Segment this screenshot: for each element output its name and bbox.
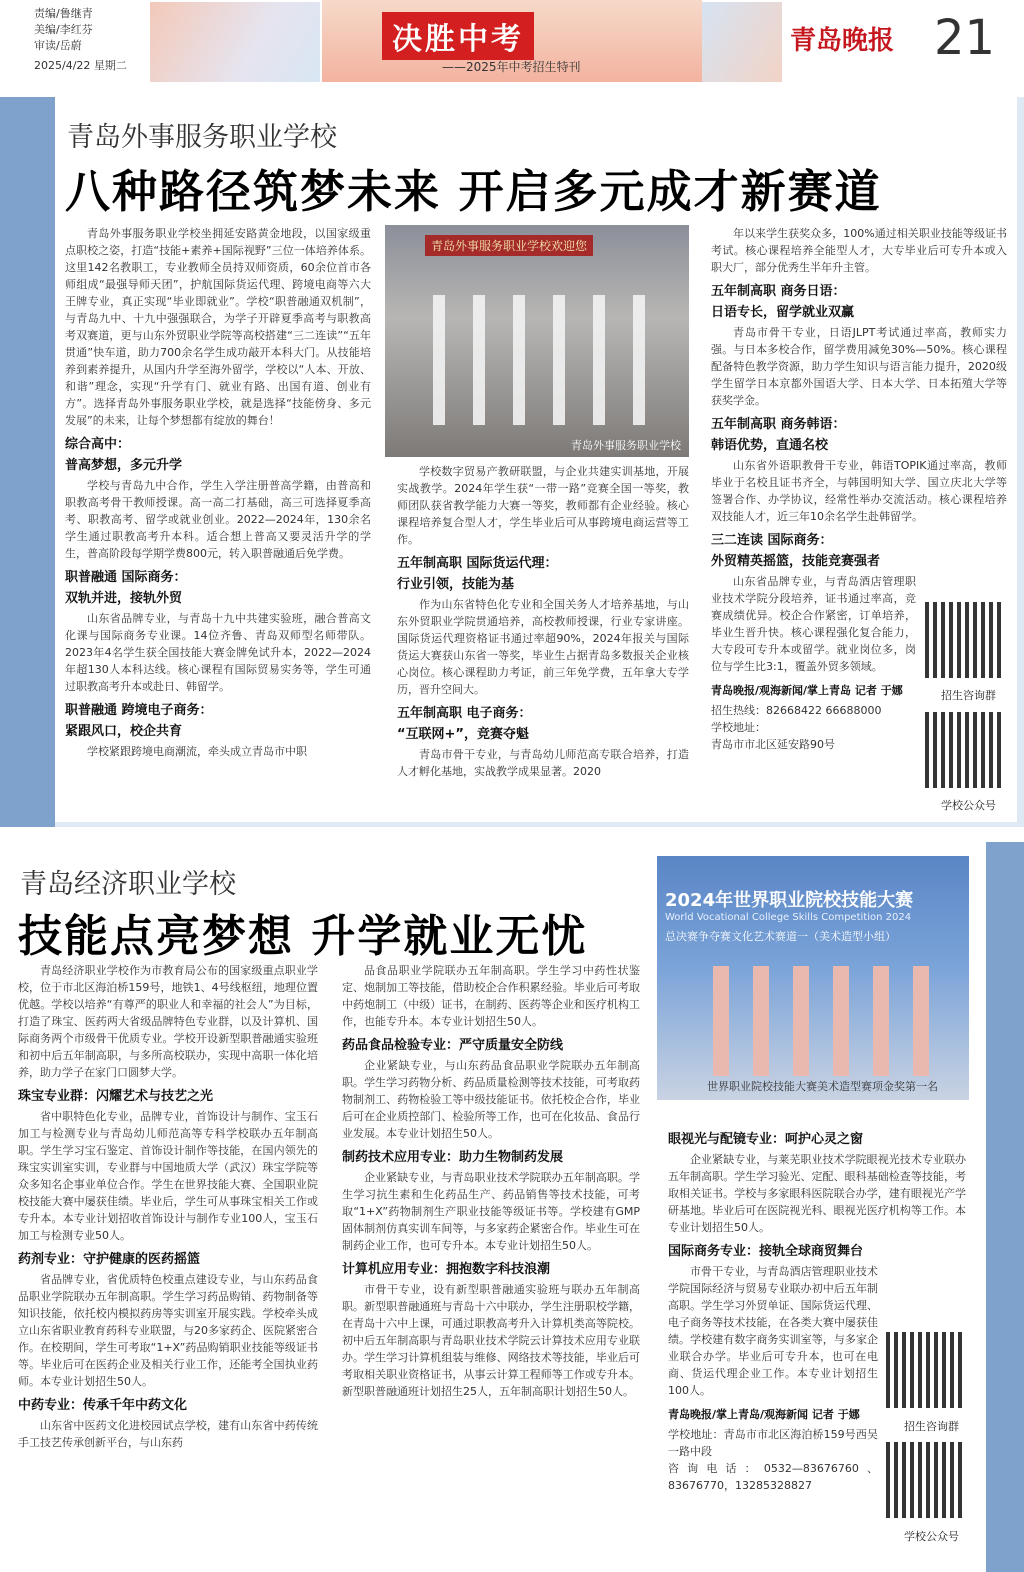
photo-caption: 世界职业院校技能大赛美术造型赛项金奖第一名 — [707, 1080, 938, 1093]
students-group — [415, 295, 655, 425]
subsection-text: 企业紧缺专业，与青岛职业技术学院联办五年制高职。学生学习抗生素和生化药品生产、药品销售等技术技能，可考取“1+X”药物制剂生产职业技能等级证书等。学校建有GMP固体制剂仿真实训车间等，与多家药企紧密合作。毕业生可在制药企业工作，也可专升本。本专业计划招生50人。 — [342, 1171, 640, 1252]
headline: 八种路径筑梦未来 开启多元成才新赛道 — [65, 165, 882, 218]
subsection-dianshang — [397, 704, 689, 780]
school-name: 青岛经济职业学校 — [20, 869, 236, 900]
subsection-title: 珠宝专业群：闪耀艺术与技艺之光 — [18, 1089, 214, 1104]
issue-date: 2025/4/22 星期二 — [34, 59, 127, 72]
subsection-guoji — [65, 568, 371, 695]
subsection-huoyun — [397, 554, 689, 698]
subsection-subtitle: 日语专长，留学就业双赢 — [711, 305, 855, 320]
subsection-title: 五年制高职 国际货运代理： — [397, 556, 558, 571]
column-mid — [397, 463, 689, 783]
continued-text: 年以来学生获奖众多，100%通过相关职业技能等级证书考试。核心课程培养全能型人才，大专毕业后可专升本或入职大厂，部分优秀生半年升主管。 — [711, 227, 1007, 274]
banner-title: 决胜中考 — [382, 12, 534, 60]
masthead-credits — [34, 6, 127, 74]
subsection-text: 省品牌专业，省优质特色校重点建设专业，与山东药品食品职业学院联办五年制高职。学生学习药品购销、药物制备等知识技能，依托校内模拟药房等实训室开展实践。学校牵头成立山东省职业教育药科专业联盟，与20多家药企、医院紧密合作。在校期间，学生可考取“1+X”药品购销职业技能等级证书等。毕业后可在医药企业及相关行业工作，还能考全国执业药师。本专业计划招生50人。 — [18, 1273, 318, 1388]
column-right — [668, 1124, 966, 1494]
special-banner — [322, 0, 702, 82]
subsection-title: 五年制高职 商务韩语： — [711, 417, 846, 432]
qr-code-admissions[interactable] — [925, 602, 1001, 678]
photo-subtitle: 总决赛争夺赛文化艺术赛道一（美术造型小组） — [665, 930, 896, 943]
contact-phone: 咨询电话：0532—83676760、83676770，13285328827 — [668, 1462, 878, 1492]
subsection-subtitle: “互联网+”，竞赛夺魁 — [397, 727, 529, 742]
page-number: 21 — [934, 10, 996, 66]
subsection-guojishangwu — [668, 1242, 878, 1494]
subsection-title: 三二连读 国际商务： — [711, 533, 833, 548]
subsection-text: 山东省外语职教骨干专业，韩语TOPIK通过率高，教师毕业于名校且证书齐全，与韩国明知大学、国立庆北大学等签署合作、办学协议，经常性举办交流活动。核心课程培养双技能人才，近三年10余名学生赴韩留学。 — [711, 459, 1007, 523]
subsection-text: 学校与青岛九中合作，学生入学注册普高学籍，由普高和职教高考骨干教师授课。高一高二打基础，高三可选择夏季高考、职教高考、留学或就业创业。2022—2024年，130余名学生通过职教高考升本科。适合想上普高又要灵活升学的学生，普高阶段每学期学费800元，转入职普融通后免学费。 — [65, 479, 371, 560]
column-mid — [342, 962, 640, 1403]
credit-designer: 美编/李红芬 — [34, 23, 93, 36]
subsection-text: 市骨干专业，设有新型职普融通实验班与联办五年制高职。新型职普融通班与青岛十六中联办，学生注册职校学籍，在青岛十六中上课，可通过职教高考升入计算机类高等院校。初中后五年制高职与青岛职业技术学院云计算技术应用专业联办。学生学习计算机组装与维修、网络技术等技能，毕业后可考取相关职业资格证书，从事云计算工程师等工作或专升本。新型职普融通班计划招生25人，五年制高职计划招生50人。 — [342, 1283, 640, 1398]
subsection-title: 五年制高职 商务日语： — [711, 284, 846, 299]
qr-label-admissions: 招生咨询群 — [941, 689, 996, 702]
subsection-zhongyao — [18, 1396, 318, 1451]
award-group — [697, 966, 937, 1076]
subsection-text: 山东省中医药文化进校园试点学校，建有山东省中药传统手工技艺传承创新平台，与山东药 — [18, 1419, 318, 1449]
contact-hotline: 招生热线：82668422 66688000 — [711, 704, 882, 717]
photo-title: 2024年世界职业院校技能大赛 — [665, 890, 914, 911]
subsection-jianyan — [342, 1036, 640, 1142]
competition-photo — [657, 856, 969, 1100]
section-sidebar — [986, 842, 1024, 1572]
subsection-text: 青岛市骨干专业，日语JLPT考试通过率高，教师实力强。与日本多校合作，留学费用减免30%—50%。核心课程配备特色教学资源，助力学生知识与语言能力提升，2020级学生留学日本京都外国语大学、日本大学、日本拓殖大学等获奖学金。 — [711, 326, 1007, 407]
subsection-zonghe — [65, 435, 371, 562]
subsection-yanshiguang — [668, 1130, 966, 1236]
qr-label-official: 学校公众号 — [904, 1530, 959, 1543]
photo-caption: 青岛外事服务职业学校 — [571, 439, 681, 452]
subsection-subtitle: 外贸精英摇篮，技能竞赛强者 — [711, 554, 881, 569]
subsection-text: 企业紧缺专业，与山东药品食品职业学院联办五年制高职。学生学习药物分析、药品质量检测等技术技能，可考取药物制剂工、药物检验工等中级技能证书。依托校企合作，毕业后可在企业质控部门、检验所等工作，也可在化妆品、食品行业发展。本专业计划招生50人。 — [342, 1059, 640, 1140]
subsection-text: 省中职特色化专业，品牌专业，首饰设计与制作、宝玉石加工与检测专业与青岛幼儿师范高等专科学校联办五年制高职。学生学习宝石鉴定、首饰设计制作等技能，在国内领先的珠宝实训室实训，专业群与中国地质大学（武汉）珠宝学院等众多知名企事业单位合作。学生在世界技能大赛、全国职业院校技能大赛中屡获佳绩。毕业后，学生可从事珠宝相关工作或专升本。本专业计划招收首饰设计与制作专业100人，宝玉石加工与检测专业50人。 — [18, 1110, 318, 1242]
subsection-yaoji — [18, 1250, 318, 1390]
subsection-text: 山东省品牌专业，与青岛酒店管理职业技术学院分段培养，证书通过率高，竞赛成绩优异。校企合作紧密，订单培养，毕业生晋升快。核心课程强化复合能力，大专段可专升本或留学。就业岗位多，岗位与学生比3:1，覆盖外贸多领域。 — [711, 575, 916, 673]
intro-paragraph: 青岛经济职业学校作为市教育局公布的国家级重点职业学校，位于市北区海泊桥159号，地铁1、4号线枢纽，地理位置优越。学校以培养“有尊严的职业人和幸福的社会人”为目标，打造了珠宝、医药两大省级品牌特色专业群，以及计算机、国际商务两个市级骨干优质专业。学校开设新型职普融通实验班和初中后五年制高职，与多所高校联办，实现中高职一体化培养，助力学子在家门口圆梦大学。 — [18, 964, 318, 1079]
subsection-title: 五年制高职 电子商务： — [397, 706, 532, 721]
headline: 技能点亮梦想 升学就业无忧 — [18, 911, 588, 962]
byline: 青岛晚报/观海新闻/掌上青岛 记者 于娜 — [711, 684, 903, 697]
subsection-sanerliandu — [711, 531, 916, 753]
qr-code-official[interactable] — [886, 1442, 962, 1518]
qr-code-official[interactable] — [925, 712, 1001, 788]
header-illustration-left — [150, 2, 320, 82]
column-left — [18, 962, 318, 1454]
byline: 青岛晚报/掌上青岛/观海新闻 记者 于娜 — [668, 1408, 860, 1421]
subsection-subtitle: 紧跟风口，校企共育 — [65, 724, 183, 739]
subsection-subtitle: 行业引领，技能为基 — [397, 577, 515, 592]
intro-paragraph: 青岛外事服务职业学校坐拥延安路黄金地段，以国家级重点职校之姿，打造“技能+素养+国际视野”三位一体培养体系。这里142名教职工，专业教师全员持双师资质，60余位首市各师组成“最强导师天团”，护航国际货运代理、跨境电商等六大王牌专业，真正实现“毕业即就业”。学校“职普融通双机制”，与青岛九中、十九中强强联合，为学子开辟夏季高考与职教高考双赛道，更与山东外贸职业学院等高校搭建“三二连读”“五年贯通”快车道，助力700余名学生成功敲开本科大门。从技能培养到素养提升，从国内升学至海外留学，学校以“人本、开放、和谐”理念，实现“升学有门、就业有路、出国有道、创业有方”。选择青岛外事服务职业学校，就是选择“技能傍身、多元发展”的未来，让每个梦想都有绽放的舞台！ — [65, 227, 371, 427]
credit-editor: 责编/鲁继青 — [34, 7, 93, 20]
continued-text: 品食品职业学院联办五年制高职。学生学习中药性状鉴定、炮制加工等技能，借助校企合作积累经验。毕业后可考取中药炮制工（中级）证书，在制药、医药等企业和医疗机构工作，也能专升本。本专业计划招生50人。 — [342, 964, 640, 1028]
subsection-text: 企业紧缺专业，与莱芜职业技术学院眼视光技术专业联办五年制高职。学生学习验光、定配、眼科基础检查等技能，考取相关证书。学校与多家眼科医院联合办学，建有眼视光产学研基地。毕业后可在医院视光科、眼视光医疗机构等工作。本专业计划招生50人。 — [668, 1153, 966, 1234]
contact-address: 青岛市市北区延安路90号 — [711, 738, 835, 751]
subsection-title: 药品食品检验专业：严守质量安全防线 — [342, 1038, 564, 1053]
school-photo — [385, 225, 689, 457]
photo-banner-text: 青岛外事服务职业学校欢迎您 — [425, 235, 593, 256]
subsection-kuajing — [65, 701, 371, 760]
subsection-hanyu — [711, 415, 1007, 525]
header-illustration-right — [702, 2, 782, 82]
subsection-title: 中药专业：传承千年中药文化 — [18, 1398, 188, 1413]
subsection-zhiyao — [342, 1148, 640, 1254]
section-sidebar — [0, 97, 55, 827]
subsection-jisuanji — [342, 1260, 640, 1400]
subsection-title: 制药技术应用专业：助力生物制药发展 — [342, 1150, 564, 1165]
subsection-text: 作为山东省特色化专业和全国关务人才培养基地，与山东外贸职业学院贯通培养，高校教师授课，行业专家讲座。国际货运代理资格证书通过率超90%，2024年报关与国际货运大赛获山东省一等奖，毕业生占据青岛多数报关企业核心岗位。核心课程助力考证，前三年免学费，五年拿大专学历，晋升空间大。 — [397, 598, 689, 696]
qr-label-official: 学校公众号 — [941, 799, 996, 812]
subsection-title: 药剂专业：守护健康的医药摇篮 — [18, 1252, 201, 1267]
subsection-title: 国际商务专业：接轨全球商贸舞台 — [668, 1244, 864, 1259]
article-waishi — [0, 97, 1024, 827]
subsection-title: 职普融通 跨境电子商务： — [65, 703, 213, 718]
subsection-title: 职普融通 国际商务： — [65, 570, 187, 585]
subsection-title: 眼视光与配镜专业：呵护心灵之窗 — [668, 1132, 864, 1147]
subsection-zhubao — [18, 1087, 318, 1244]
article-card — [55, 97, 1017, 822]
subsection-title: 综合高中： — [65, 437, 131, 452]
column-left — [65, 225, 371, 763]
subsection-text: 学校紧跟跨境电商潮流，牵头成立青岛市中职 — [87, 745, 307, 758]
school-name: 青岛外事服务职业学校 — [67, 122, 337, 153]
contact-address: 学校地址：青岛市市北区海泊桥159号西吴一路中段 — [668, 1428, 878, 1458]
subsection-text: 青岛市骨干专业，与青岛幼儿师范高专联合培养，打造人才孵化基地，实战教学成果显著。2020 — [397, 748, 689, 778]
subsection-title: 计算机应用专业：拥抱数字科技浪潮 — [342, 1262, 551, 1277]
contact-address-label: 学校地址： — [711, 721, 766, 734]
credit-proofreader: 审读/岳蔚 — [34, 39, 82, 52]
subsection-subtitle: 韩语优势，直通名校 — [711, 438, 829, 453]
article-jingji — [0, 842, 1024, 1572]
continued-text: 学校数字贸易产教研联盟，与企业共建实训基地，开展实战教学。2024年学生获“一带一路”竞赛全国一等奖，教师团队获省教学能力大赛一等奖，教师都有企业经验。核心课程培养复合型人才，学生毕业后可从事跨境电商运营等工作。 — [397, 465, 689, 546]
subsection-text: 市骨干专业，与青岛酒店管理职业技术学院国际经济与贸易专业联办初中后五年制高职。学生学习外贸单证、国际货运代理、电子商务等技术技能，在各类大赛中屡获佳绩。学校建有数字商务实训室等，与多家企业联合办学。毕业后可专升本，也可在电商、货运代理企业工作。本专业计划招生100人。 — [668, 1265, 878, 1397]
subsection-subtitle: 双轨并进，接轨外贸 — [65, 591, 183, 606]
qr-label-admissions: 招生咨询群 — [904, 1420, 959, 1433]
subsection-text: 山东省品牌专业，与青岛十九中共建实验班，融合普高文化课与国际商务专业课。14位齐鲁、青岛双师型名师带队。2023年4名学生获全国技能大赛金牌免试升本，2022—2024年超130人本科达线。核心课程有国际贸易实务等，学生可通过职教高考升本或赴日、韩留学。 — [65, 612, 371, 693]
subsection-riyu — [711, 282, 1007, 409]
photo-english-title: World Vocational College Skills Competition 2024 — [665, 912, 912, 923]
banner-subtitle: ——2025年中考招生特刊 — [442, 60, 581, 74]
subsection-subtitle: 普高梦想，多元升学 — [65, 458, 183, 473]
qr-code-admissions[interactable] — [886, 1332, 962, 1408]
newspaper-logo: 青岛晚报 — [790, 26, 895, 56]
